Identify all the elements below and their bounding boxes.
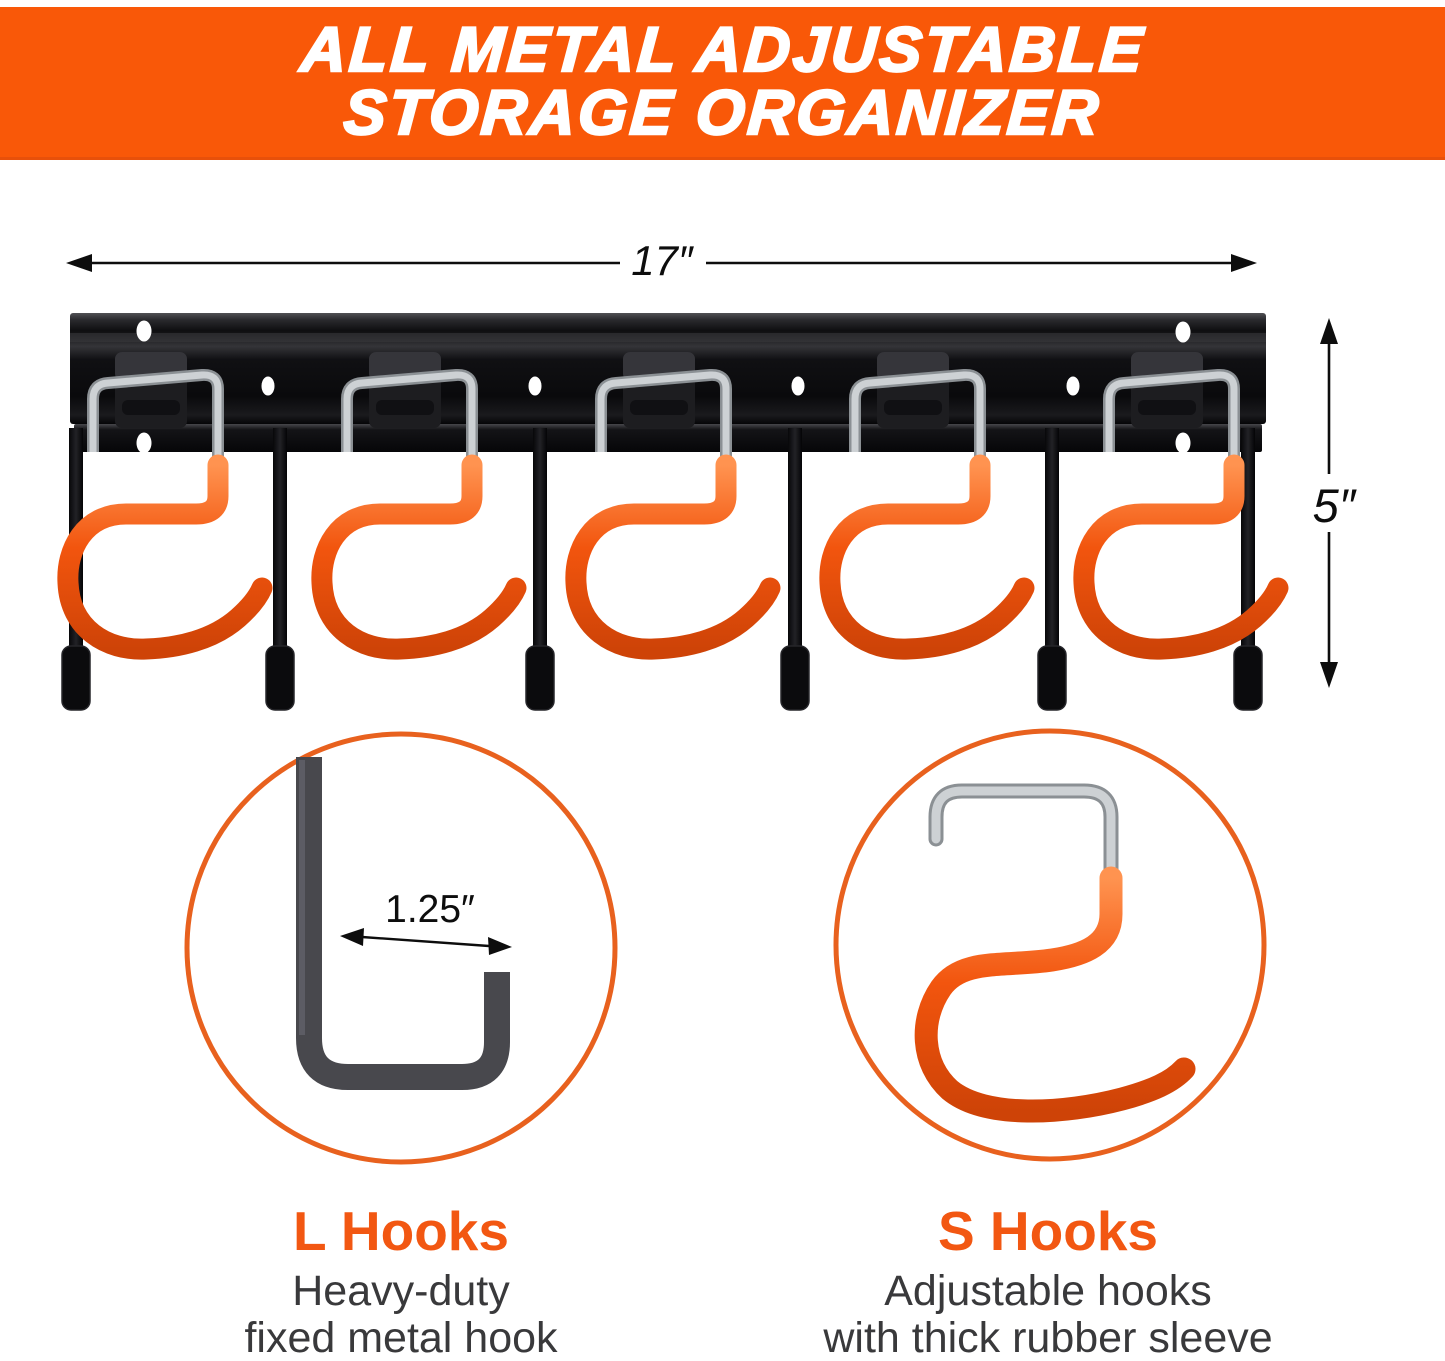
mounting-hole	[1176, 322, 1191, 343]
l-hooks-description-line1: Heavy-duty	[292, 1267, 510, 1315]
banner-title-line1: ALL METAL ADJUSTABLE	[298, 15, 1147, 85]
l-hook-foot	[1038, 646, 1066, 710]
l-hook	[781, 428, 809, 710]
rail-clip-slot	[122, 400, 180, 415]
rail-clip-slot	[630, 400, 688, 415]
l-hook	[1038, 428, 1066, 710]
s-hooks-title: S Hooks	[937, 1200, 1159, 1262]
banner-title-line2: STORAGE ORGANIZER	[341, 78, 1104, 148]
l-hook-foot	[1234, 646, 1262, 710]
l-hook-foot	[62, 646, 90, 710]
rail-clip-slot	[884, 400, 942, 415]
s-hooks-description-line2: with thick rubber sleeve	[823, 1314, 1273, 1361]
height-dimension-label: 5″	[1312, 479, 1356, 532]
l-hook	[266, 428, 294, 710]
l-hook-bar	[273, 428, 287, 654]
width-dimension-label: 17″	[631, 237, 693, 284]
l-hook-bar	[1045, 428, 1059, 654]
l-hook-foot	[266, 646, 294, 710]
s-hook-rubber-sleeve	[576, 465, 770, 649]
l-hook-foot	[781, 646, 809, 710]
l-hook-bar	[788, 428, 802, 654]
mounting-hole	[137, 433, 152, 454]
rail-clip-slot	[376, 400, 434, 415]
s-hooks-description-line1: Adjustable hooks	[884, 1267, 1212, 1315]
mounting-hole	[529, 377, 542, 396]
l-hooks-title: L Hooks	[293, 1200, 509, 1262]
mounting-hole	[262, 377, 275, 396]
s-hook-callout-circle	[836, 731, 1264, 1159]
l-hook-bar	[533, 428, 547, 654]
l-hooks-description-line2: fixed metal hook	[244, 1314, 558, 1361]
hook-depth-dimension-label: 1.25″	[385, 888, 475, 931]
s-hook-rubber-sleeve	[68, 465, 262, 649]
mounting-hole	[792, 377, 805, 396]
l-hook-callout-circle	[187, 734, 615, 1162]
s-hook-rubber-sleeve	[322, 465, 516, 649]
s-hook-rubber-sleeve	[830, 465, 1024, 649]
mounting-hole	[137, 321, 152, 342]
mounting-hole	[1067, 377, 1080, 396]
mounting-hole	[1176, 433, 1191, 454]
l-hook-foot	[526, 646, 554, 710]
rail-clip-slot	[1138, 400, 1196, 415]
l-hook	[526, 428, 554, 710]
